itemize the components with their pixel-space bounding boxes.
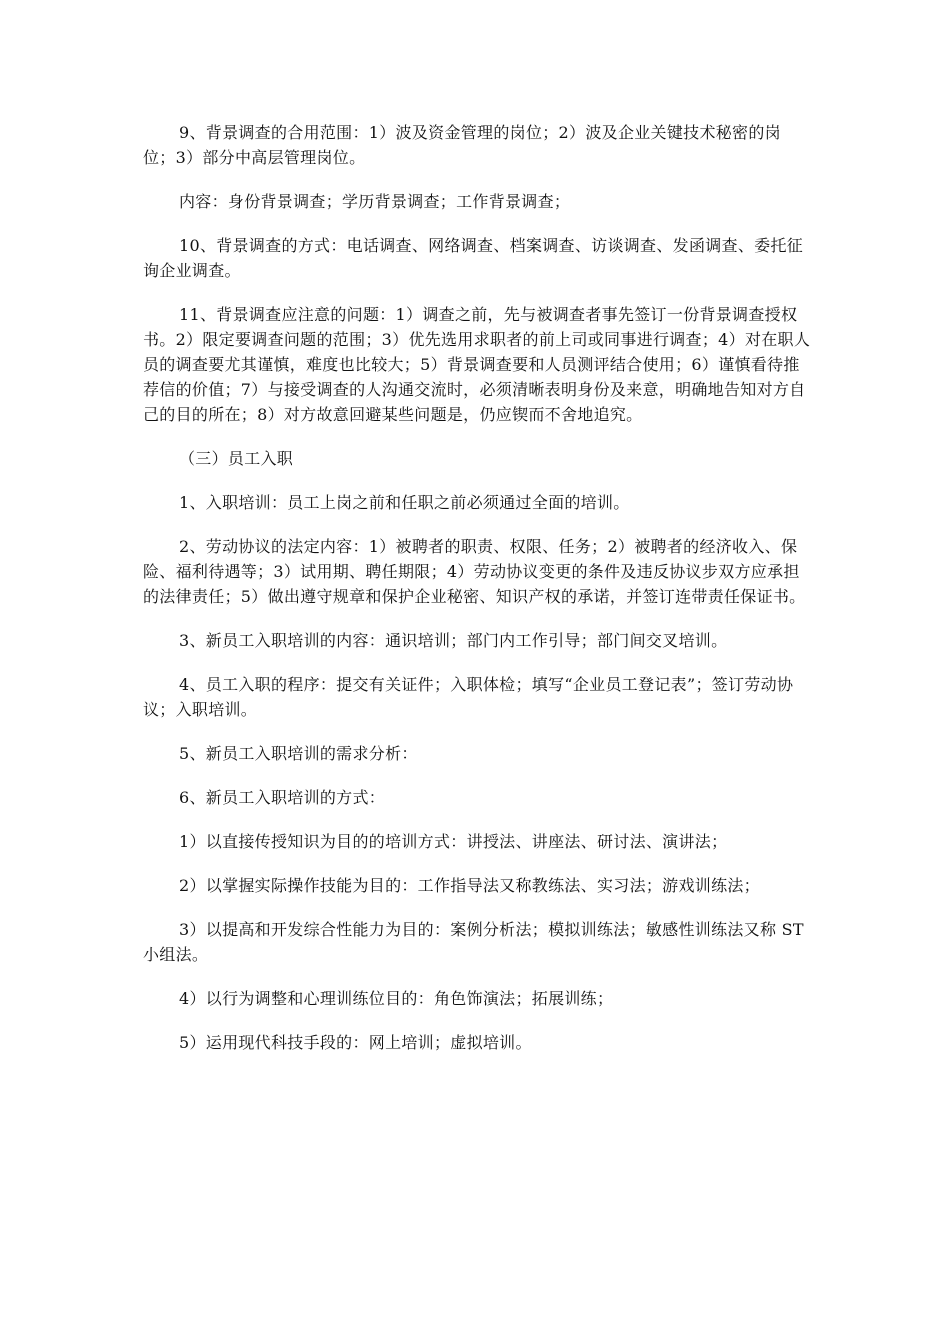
section-heading-employee-onboarding: （三）员工入职 bbox=[179, 449, 294, 468]
paragraph-10-background-check-methods: 10、背景调查的方式：电话调查、网络调查、档案调查、访谈调查、发函调查、委托征询企业调查。 bbox=[143, 236, 804, 280]
list-item-method-5: 5）运用现代科技手段的：网上培训；虚拟培训。 bbox=[179, 1033, 532, 1052]
paragraph-5-training-needs-analysis: 5、新员工入职培训的需求分析： bbox=[179, 744, 418, 763]
paragraph-4-onboarding-procedure: 4、员工入职的程序：提交有关证件；入职体检；填写“企业员工登记表”；签订劳动协议；入职培训。 bbox=[143, 675, 794, 719]
paragraph-11-background-check-notes: 11、背景调查应注意的问题：1）调查之前，先与被调查者事先签订一份背景调查授权书。2）限定要调查问题的范围；3）优先选用求职者的前上司或同事进行调查；4）对在职人员的调查要尤其谨慎，难度也比较大；5）背景调查要和人员测评结合使用；6）谨慎看待推荐信的价值；7）与接受调查的人沟通交流时，必须清晰表明身份及来意，明确地告知对方自己的目的所在；8）对方故意回避某些问题是，仍应锲而不舍地追究。 bbox=[143, 305, 811, 424]
list-item-method-1: 1）以直接传授知识为目的的培训方式：讲授法、讲座法、研讨法、演讲法； bbox=[179, 832, 728, 851]
paragraph-1-onboarding-training: 1、入职培训：员工上岗之前和任职之前必须通过全面的培训。 bbox=[179, 493, 630, 512]
list-item-method-2: 2）以掌握实际操作技能为目的：工作指导法又称教练法、实习法；游戏训练法； bbox=[179, 876, 760, 895]
paragraph-6-training-methods: 6、新员工入职培训的方式： bbox=[179, 788, 386, 807]
paragraph-background-check-content: 内容：身份背景调查；学历背景调查；工作背景调查； bbox=[179, 192, 571, 211]
list-item-method-4: 4）以行为调整和心理训练位目的：角色饰演法；拓展训练； bbox=[179, 989, 614, 1008]
paragraph-9-background-check-scope: 9、背景调查的合用范围：1）波及资金管理的岗位；2）波及企业关键技术秘密的岗位；3）部分中高层管理岗位。 bbox=[143, 123, 781, 167]
paragraph-2-labor-contract-content: 2、劳动协议的法定内容：1）被聘者的职责、权限、任务；2）被聘者的经济收入、保险、福利待遇等；3）试用期、聘任期限；4）劳动协议变更的条件及违反协议步双方应承担的法律责任；5）做出遵守规章和保护企业秘密、知识产权的承诺，并签订连带责任保证书。 bbox=[143, 537, 806, 606]
document-body bbox=[143, 120, 813, 1074]
paragraph-3-training-content: 3、新员工入职培训的内容：通识培训；部门内工作引导；部门间交叉培训。 bbox=[179, 631, 728, 650]
list-item-method-3: 3）以提高和开发综合性能力为目的：案例分析法；模拟训练法；敏感性训练法又称 ST 小组法。 bbox=[143, 920, 804, 964]
